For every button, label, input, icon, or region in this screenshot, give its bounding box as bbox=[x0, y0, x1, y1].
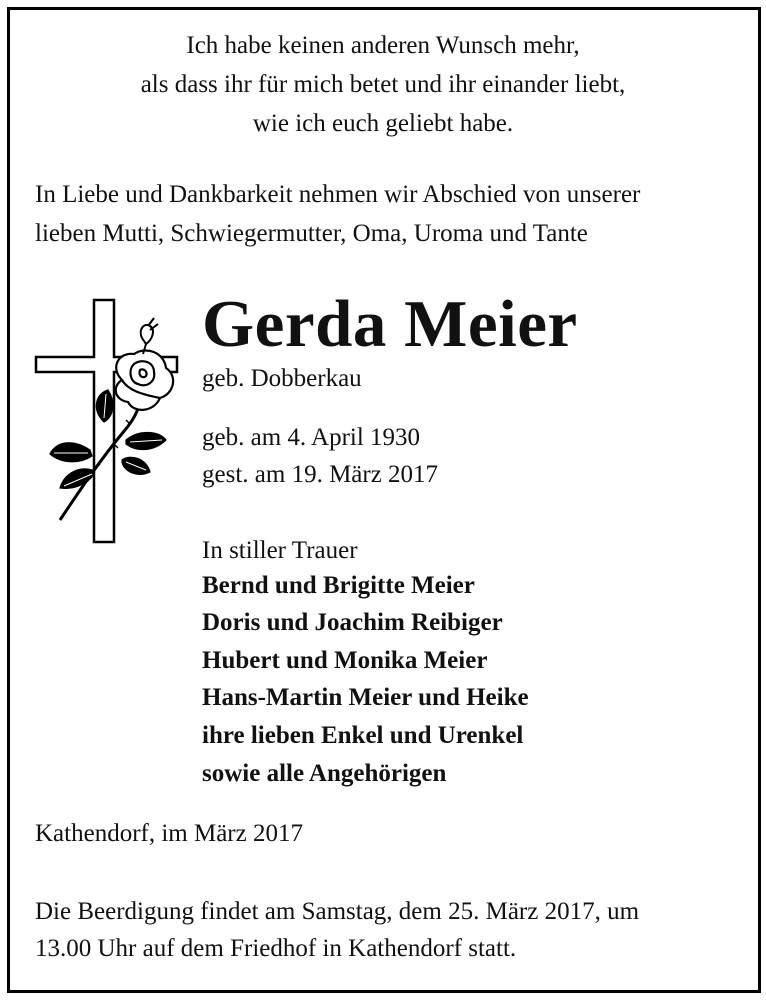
maiden-name: geb. Dobberkau bbox=[202, 365, 362, 392]
birth-date: geb. am 4. April 1930 bbox=[202, 424, 421, 451]
place-date: Kathendorf, im März 2017 bbox=[35, 820, 303, 847]
mourner-name: sowie alle Angehörigen bbox=[202, 760, 447, 787]
mourner-name: Bernd und Brigitte Meier bbox=[202, 572, 475, 599]
intro-line-1: In Liebe und Dankbarkeit nehmen wir Abschied von unserer bbox=[35, 181, 641, 208]
verse-line-3: wie ich euch geliebt habe. bbox=[252, 110, 514, 137]
mourner-name: Hans-Martin Meier und Heike bbox=[202, 684, 529, 711]
funeral-line-1: Die Beerdigung findet am Samstag, dem 25. März 2017, um bbox=[35, 898, 640, 925]
deceased-name: Gerda Meier bbox=[202, 287, 578, 361]
verse-line-2: als dass ihr für mich betet und ihr einander liebt, bbox=[140, 71, 626, 98]
funeral-line-2: 13.00 Uhr auf dem Friedhof in Kathendorf statt. bbox=[35, 935, 517, 962]
cross-with-rose-icon bbox=[30, 290, 190, 550]
mourner-name: ihre lieben Enkel und Urenkel bbox=[202, 722, 524, 749]
mourner-name: Hubert und Monika Meier bbox=[202, 647, 488, 674]
intro-line-2: lieben Mutti, Schwiegermutter, Oma, Uroma und Tante bbox=[35, 220, 588, 247]
mourning-heading: In stiller Trauer bbox=[202, 537, 358, 564]
mourner-name: Doris und Joachim Reibiger bbox=[202, 609, 503, 636]
death-date: gest. am 19. März 2017 bbox=[202, 461, 439, 488]
verse-line-1: Ich habe keinen anderen Wunsch mehr, bbox=[186, 32, 580, 59]
